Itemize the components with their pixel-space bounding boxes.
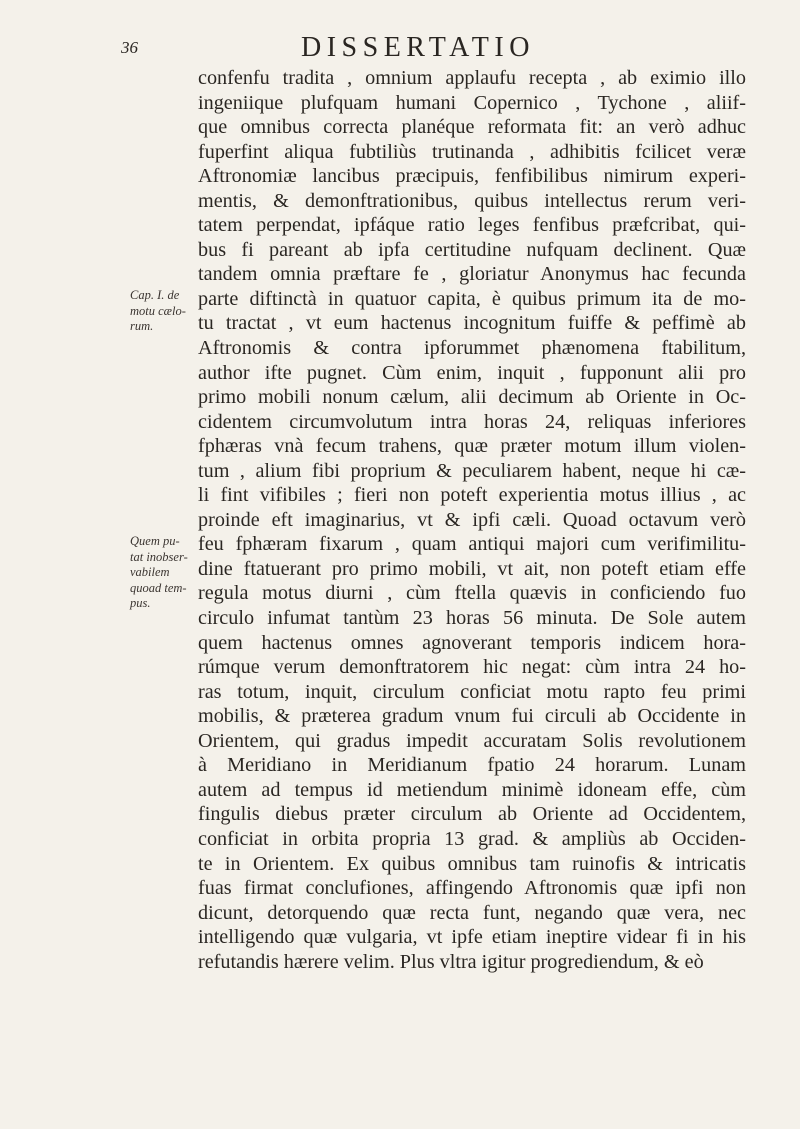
body-text [198, 66, 746, 974]
text-line: fphæras vnà fecum trahens, quæ præter motum illum violen- [198, 435, 746, 458]
text-line: proinde eft imaginarius, vt & ipfi cæli. Quoad octavum verò [198, 508, 746, 531]
text-line: bus fi pareant ab ipfa certitudine nufquam declinent. Quæ [198, 238, 746, 261]
text-line: mentis, & demonftrationibus, quibus intellectus rerum veri- [198, 189, 746, 212]
text-line: Aftronomis & contra ipforummet phænomena ftabilitum, [198, 337, 746, 360]
margin-note-line: tat inobser- [130, 549, 188, 564]
text-line: rúmque verum demonftratorem hic negat: cùm intra 24 ho- [198, 656, 746, 679]
margin-note-line: vabilem [130, 565, 170, 579]
margin-note-time [130, 534, 196, 612]
text-line: confenfu tradita , omnium applaufu recepta , ab eximio illo [198, 67, 746, 89]
text-line: intelligendo quæ vulgaria, vt ipfe etiam ineptire videar fi in his [198, 926, 746, 949]
text-line: quem hactenus omnes agnoverant temporis indicem hora- [198, 631, 746, 654]
margin-note-line: rum. [130, 319, 154, 333]
text-line: à Meridiano in Meridianum fpatio 24 horarum. Lunam [198, 754, 746, 777]
text-line: Orientem, qui gradus impedit accuratam Solis revolutionem [198, 729, 746, 752]
text-line: primo mobili nonum cælum, alii decimum ab Oriente in Oc- [198, 386, 746, 409]
text-line: regula motus diurni , cùm ftella quævis in conficiendo fuo [198, 582, 746, 605]
text-line: conficiat in orbita propria 13 grad. & ampliùs ab Occiden- [198, 827, 746, 850]
text-line: mobilis, & præterea gradum vnum fui circuli ab Occidente in [198, 705, 746, 728]
page-number: 36 [121, 38, 138, 57]
margin-note-line: pus. [130, 596, 151, 610]
text-line: refutandis hærere velim. Plus vltra igitur progrediendum, & eò [198, 950, 704, 973]
margin-note-line: Cap. I. de [130, 288, 180, 302]
text-line: tu tractat , vt eum hactenus incognitum fuiffe & peffimè ab [198, 312, 746, 335]
margin-note-line: Quem pu- [130, 534, 180, 548]
text-line: autem ad tempus id metiendum minimè idoneam effe, cùm [198, 778, 746, 801]
text-line: dicunt, detorquendo quæ recta funt, negando quæ vera, nec [198, 901, 746, 924]
text-line: li fint vifibiles ; fieri non poteft experientia motus illius , ac [198, 484, 746, 507]
text-line: tatem perpendat, ipfáque ratio leges fenfibus præfcribat, qui- [198, 214, 746, 237]
margin-note-line: motu cælo- [130, 303, 186, 318]
running-title: DISSERTATIO [301, 32, 535, 63]
text-line: parte diftinctà in quatuor capita, è quibus primum ita de mo- [198, 287, 746, 310]
text-line: author ifte pugnet. Cùm enim, inquit , fupponunt alii pro [198, 361, 746, 384]
text-line: fuperfint aliqua fubtiliùs trutinanda , adhibitis fcilicet veræ [198, 140, 746, 163]
text-line: tum , alium fibi proprium & peculiarem habent, neque hi cæ- [198, 459, 746, 482]
text-line: feu fphæram fixarum , quam antiqui majori cum verifimilitu- [198, 533, 746, 556]
text-line: ingeniique plufquam humani Copernico , Tychone , aliif- [198, 91, 746, 114]
margin-note-line: quoad tem- [130, 580, 187, 595]
page-header [0, 30, 800, 66]
text-line: Aftronomiæ lancibus præcipuis, fenfibilibus nimirum experi- [198, 165, 746, 188]
margin-note-chapter [130, 288, 196, 335]
text-line: cidentem circumvolutum intra horas 24, reliquas inferiores [198, 410, 746, 433]
text-line: que omnibus correcta planéque reformata fit: an verò adhuc [198, 116, 746, 139]
text-line: fingulis diebus præter circulum ab Oriente ad Occidentem, [198, 803, 746, 826]
text-line: circulo infumat tantùm 23 horas 56 minuta. De Sole autem [198, 607, 746, 630]
text-line: te in Orientem. Ex quibus omnibus tam ruinofis & intricatis [198, 852, 746, 875]
text-line: fuas firmat conclufiones, affingendo Aftronomis quæ ipfi non [198, 877, 746, 900]
text-line: tandem omnia præftare fe , gloriatur Anonymus hac fecunda [198, 263, 746, 286]
text-line: dine ftatuerant pro primo mobili, vt ait, non poteft etiam effe [198, 557, 746, 580]
text-line: ras totum, inquit, circulum conficiat motu rapto feu primi [198, 680, 746, 703]
